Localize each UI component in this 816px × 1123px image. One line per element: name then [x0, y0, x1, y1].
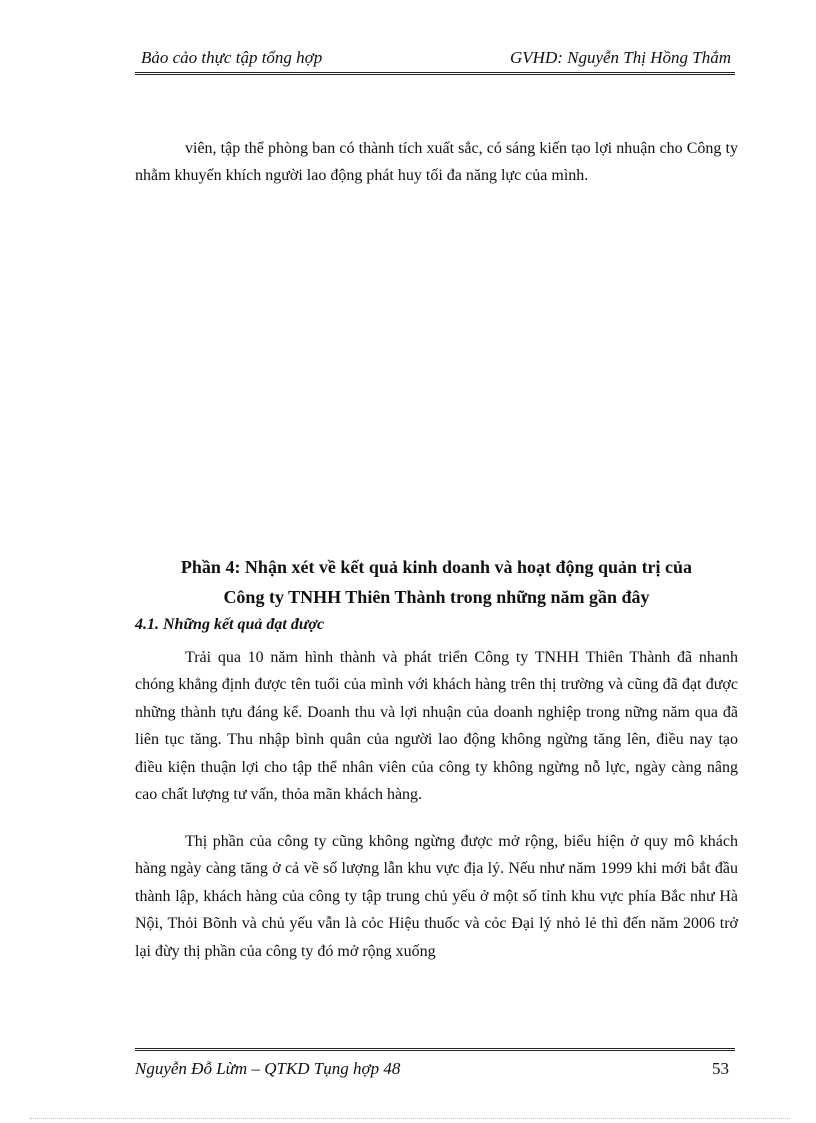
footer-author: Nguyễn Đỗ Lừm – QTKD Tụng hợp 48: [135, 1059, 401, 1078]
section-heading: [135, 552, 738, 612]
paragraph-market-share: Thị phần của công ty cũng không ngừng được mở rộng, biểu hiện ở quy mô khách hàng ngày càng tăng ở cả về số lượng lẫn khu vực địa lý. Nếu như năm 1999 khi mới bắt đầu thành lập, khách hàng của công ty tập trung chủ yếu ở một số tỉnh khu vực phía Bắc như Hà Nội, Thỏi Bõnh và chủ yếu vẫn là cỏc Hiệu thuốc và cỏc Đại lý nhỏ lẻ thì đến năm 2006 trở lại đừy thị phần của công ty đó mở rộng xuống: [135, 833, 738, 960]
header-supervisor: GVHD: Nguyễn Thị Hồng Thắm: [510, 48, 731, 67]
page-footer: [135, 1048, 735, 1085]
header-report-title: Bảo cảo thực tập tổng hợp: [141, 48, 323, 67]
section-heading-line-2: Công ty TNHH Thiên Thành trong những năm gần đây: [223, 587, 650, 607]
subsection-heading: 4.1. Những kết quả đạt được: [135, 616, 325, 633]
page-bottom-divider: [30, 1118, 790, 1119]
paragraph-continuation: viên, tập thể phòng ban có thành tích xuất sắc, có sáng kiến tạo lợi nhuận cho Công ty nhằm khuyến khích người lao động phát huy tối đa năng lực của mình.: [135, 140, 738, 185]
section-heading-line-1: Phần 4: Nhận xét về kết quả kinh doanh và hoạt động quản trị của: [180, 557, 693, 577]
page-header: [135, 46, 735, 75]
paragraph-achievements: Trải qua 10 năm hình thành và phát triển Công ty TNHH Thiên Thành đã nhanh chóng khẳng định được tên tuổi của mình với khách hàng trên thị trường và cũng đã đạt được những thành tựu đáng kể. Doanh thu và lợi nhuận của doanh nghiệp trong nững năm qua đã liên tục tăng. Thu nhập bình quân của người lao động không ngừng tăng lên, điều nay tạo điều kiện thuận lợi cho tập thể nhân viên của công ty không ngừng nỗ lực, ngày càng nâng cao chất lượng tư vấn, thỏa mãn khách hàng.: [135, 649, 738, 804]
page-number: 53: [712, 1059, 729, 1078]
